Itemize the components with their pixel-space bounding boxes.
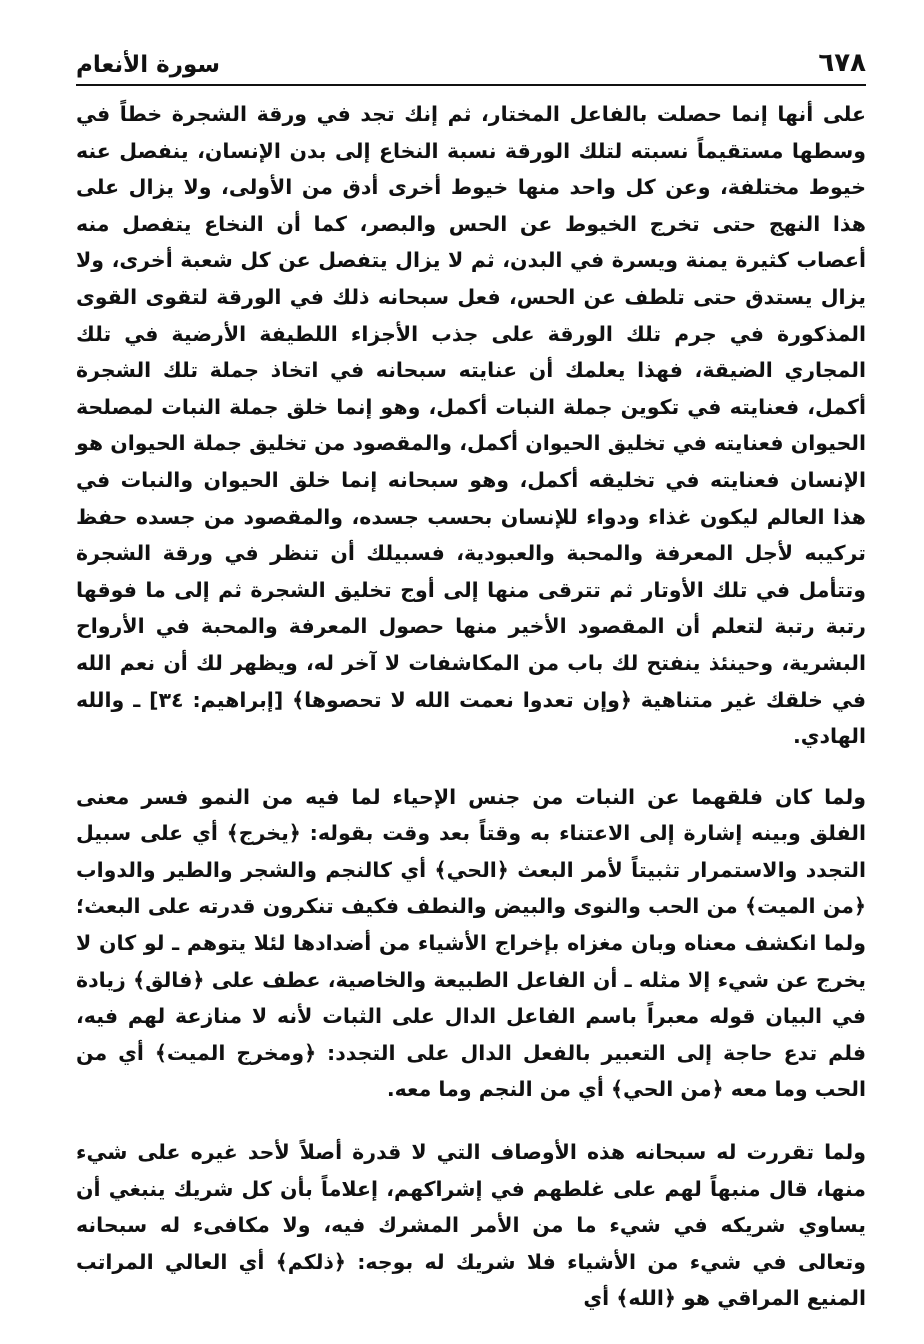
page-body — [76, 96, 866, 1317]
paragraph-2: ولما كان فلقهما عن النبات من جنس الإحياء لما فيه من النمو فسر معنى الفلق وبينه إشارة إلى الاعتناء به وقتاً بعد وقت بقوله: ﴿يخرج﴾ أي على سبيل التجدد والاستمرار تثبيتاً لأمر البعث ﴿الحي﴾ أي كالنجم والشجر والطير والدواب ﴿من الميت﴾ من الحب والنوى والبيض والنطف فكيف تنكرون قدرته على البعث؛ ولما انكشف معناه وبان مغزاه بإخراج الأشياء من أضدادها لئلا يتوهم ـ لو كان لا يخرج عن شيء إلا مثله ـ أن الفاعل الطبيعة والخاصية، عطف على ﴿فالق﴾ زيادة في البيان قوله معبراً باسم الفاعل الدال على الثبات لأنه لا منازعة لهم فيه، فلم تدع حاجة إلى التعبير بالفعل الدال على التجدد: ﴿ومخرج الميت﴾ أي من الحب وما معه ﴿من الحي﴾ أي من النجم وما معه. — [76, 784, 866, 1102]
paragraph-1: على أنها إنما حصلت بالفاعل المختار، ثم إنك تجد في ورقة الشجرة خطاً في وسطها مستقيماً نسبته لتلك الورقة نسبة النخاع إلى بدن الإنسان، ينفصل عنه خيوط مختلفة، وعن كل واحد منها خيوط أخرى أدق من الأولى، ولا يزال على هذا النهج حتى تخرج الخيوط عن الحس والبصر، كما أن النخاع يتفصل منه أعصاب كثيرة يمنة ويسرة في البدن، ثم لا يزال يتفصل عن كل شعبة أخرى، ولا يزال يستدق حتى تلطف عن الحس، فعل سبحانه ذلك في الورقة لتقوى القوى المذكورة في جرم تلك الورقة على جذب الأجزاء اللطيفة الأرضية في تلك المجاري الضيقة، فهذا يعلمك أن عنايته سبحانه في اتخاذ جملة تلك الشجرة أكمل، فعنايته في تكوين جملة النبات أكمل، وهو إنما خلق جملة النبات لمصلحة الحيوان فعنايته في تخليق الحيوان أكمل، والمقصود من تخليق جملة الحيوان هو الإنسان فعنايته في تخليقه أكمل، وهو سبحانه إنما خلق الحيوان والنبات في هذا العالم ليكون غذاء ودواء للإنسان بحسب جسده، والمقصود من جسده حفظ تركيبه لأجل المعرفة والمحبة والعبودية، فسبيلك أن تنظر في ورقة الشجرة وتتأمل في تلك الأوتار ثم تترقى منها إلى أوج تخليق الشجرة ثم إلى ما فوقها رتبة رتبة لتعلم أن المقصود الأخير منها حصول المعرفة والمحبة في الأرواح البشرية، وحينئذ ينفتح لك باب من المكاشفات لا آخر له، ويظهر لك أن نعم الله في خلقك غير متناهية ﴿وإن تعدوا نعمت الله لا تحصوها﴾ [إبراهيم: ٣٤] ـ والله الهادي. — [76, 102, 866, 749]
page-header — [76, 40, 866, 86]
page-number: ٦٧٨ — [818, 48, 866, 78]
running-title: سورة الأنعام — [76, 52, 220, 78]
paragraph-3: ولما تقررت له سبحانه هذه الأوصاف التي لا قدرة أصلاً لأحد غيره على شيء منها، قال منبهاً لهم على غلطهم في إشراكهم، إعلاماً بأن كل شريك ينبغي أن يساوي شريكه في شيء ما من الأمر المشرك فيه، ولا مكافىء له سبحانه وتعالى في شيء من الأشياء فلا شريك له بوجه: ﴿ذلكم﴾ أي العالي المراتب المنيع المراقي هو ﴿الله﴾ أي — [76, 1140, 866, 1311]
